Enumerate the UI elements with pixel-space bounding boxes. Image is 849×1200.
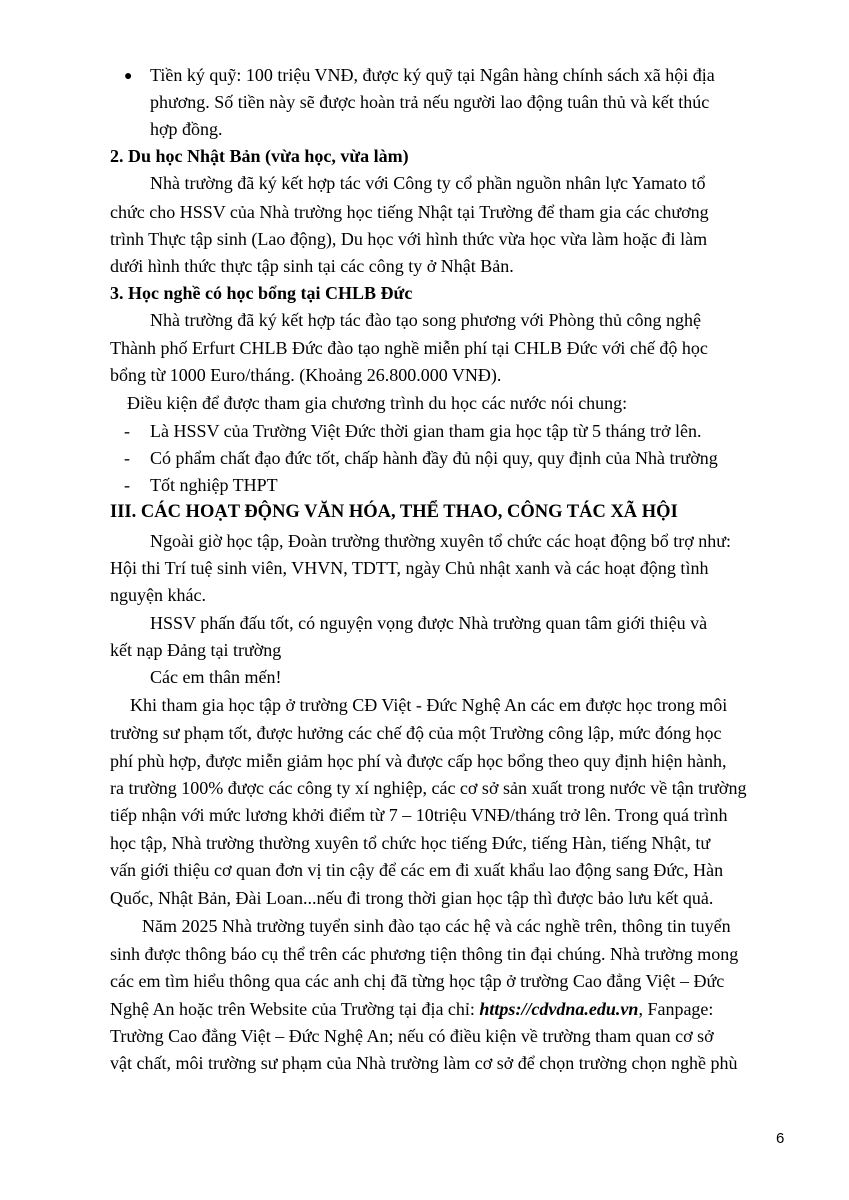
paragraph-line: kết nạp Đảng tại trường xyxy=(110,640,282,660)
paragraph-line: Trường Cao đẳng Việt – Đức Nghệ An; nếu có điều kiện về trường tham quan cơ sở xyxy=(110,1026,714,1046)
conditions-intro: Điều kiện để được tham gia chương trình du học các nước nói chung: xyxy=(127,393,628,413)
paragraph-line: vấn giới thiệu cơ quan đơn vị tin cậy để các em đi xuất khẩu lao động sang Đức, Hàn xyxy=(110,860,724,880)
bullet-icon: ● xyxy=(124,69,133,84)
paragraph-line: sinh được thông báo cụ thể trên các phương tiện thông tin đại chúng. Nhà trường mong xyxy=(110,944,739,964)
greeting: Các em thân mến! xyxy=(150,667,282,687)
paragraph-line: Nhà trường đã ký kết hợp tác với Công ty cổ phần nguồn nhân lực Yamato tổ xyxy=(150,173,706,193)
dash-bullet-icon: - xyxy=(124,448,130,468)
list-item: Có phẩm chất đạo đức tốt, chấp hành đầy đủ nội quy, quy định của Nhà trường xyxy=(150,448,718,468)
dash-bullet-icon: - xyxy=(124,475,130,495)
section-heading: 3. Học nghề có học bổng tại CHLB Đức xyxy=(110,283,413,303)
paragraph-line: HSSV phấn đấu tốt, có nguyện vọng được Nhà trường quan tâm giới thiệu và xyxy=(150,613,708,633)
paragraph-line: phí phù hợp, được miễn giảm học phí và được cấp học bổng theo quy định hiện hành, xyxy=(110,751,727,771)
list-item: Là HSSV của Trường Việt Đức thời gian tham gia học tập từ 5 tháng trở lên. xyxy=(150,421,702,441)
paragraph-line: Năm 2025 Nhà trường tuyển sinh đào tạo các hệ và các nghề trên, thông tin tuyển xyxy=(142,916,731,936)
paragraph-line: bổng từ 1000 Euro/tháng. (Khoảng 26.800.000 VNĐ). xyxy=(110,365,502,385)
bullet-line: Tiền ký quỹ: 100 triệu VNĐ, được ký quỹ tại Ngân hàng chính sách xã hội địa xyxy=(150,65,715,85)
section-heading: III. CÁC HOẠT ĐỘNG VĂN HÓA, THỂ THAO, CÔNG TÁC XÃ HỘI xyxy=(110,502,678,522)
website-label: Nghệ An hoặc trên Website của Trường tại địa chỉ: xyxy=(110,999,480,1019)
paragraph-line: Khi tham gia học tập ở trường CĐ Việt - Đức Nghệ An các em được học trong môi xyxy=(130,695,728,715)
fanpage-label: , Fanpage: xyxy=(638,999,714,1019)
paragraph-line: chức cho HSSV của Nhà trường học tiếng Nhật tại Trường để tham gia các chương xyxy=(110,202,709,222)
dash-bullet-icon: - xyxy=(124,421,130,441)
paragraph-line: học tập, Nhà trường thường xuyên tổ chức học tiếng Đức, tiếng Hàn, tiếng Nhật, tư xyxy=(110,833,711,853)
paragraph-line: các em tìm hiểu thông qua các anh chị đã từng học tập ở trường Cao đẳng Việt – Đức xyxy=(110,971,725,991)
paragraph-line: dưới hình thức thực tập sinh tại các công ty ở Nhật Bản. xyxy=(110,256,514,276)
section-heading: 2. Du học Nhật Bản (vừa học, vừa làm) xyxy=(110,146,409,166)
list-item: Tốt nghiệp THPT xyxy=(150,475,278,495)
paragraph-line: Quốc, Nhật Bản, Đài Loan...nếu đi trong thời gian học tập thì được bảo lưu kết quả. xyxy=(110,888,714,908)
paragraph-line: Hội thi Trí tuệ sinh viên, VHVN, TDTT, ngày Chủ nhật xanh và các hoạt động tình xyxy=(110,558,709,578)
paragraph-line: tiếp nhận với mức lương khởi điểm từ 7 – 10triệu VNĐ/tháng trở lên. Trong quá trình xyxy=(110,805,728,825)
paragraph-line: ra trường 100% được các công ty xí nghiệp, các cơ sở sản xuất trong nước về tận trường xyxy=(110,778,747,798)
paragraph-line: nguyện khác. xyxy=(110,585,206,605)
paragraph-line xyxy=(110,998,713,1020)
page-number: 6 xyxy=(776,1130,785,1147)
bullet-line: hợp đồng. xyxy=(150,119,223,139)
paragraph-line: trường sư phạm tốt, được hưởng các chế độ của một Trường công lập, mức đóng học xyxy=(110,723,722,743)
bullet-line: phương. Số tiền này sẽ được hoàn trả nếu người lao động tuân thủ và kết thúc xyxy=(150,92,710,112)
paragraph-line: trình Thực tập sinh (Lao động), Du học với hình thức vừa học vừa làm hoặc đi làm xyxy=(110,229,708,249)
paragraph-line: Thành phố Erfurt CHLB Đức đào tạo nghề miễn phí tại CHLB Đức với chế độ học xyxy=(110,338,708,358)
paragraph-line: Ngoài giờ học tập, Đoàn trường thường xuyên tổ chức các hoạt động bổ trợ như: xyxy=(150,531,731,551)
paragraph-line: Nhà trường đã ký kết hợp tác đào tạo song phương với Phòng thủ công nghệ xyxy=(150,310,702,330)
website-link[interactable]: https://cdvdna.edu.vn xyxy=(479,999,639,1019)
paragraph-line: vật chất, môi trường sư phạm của Nhà trường làm cơ sở để chọn trường chọn nghề phù xyxy=(110,1053,738,1073)
